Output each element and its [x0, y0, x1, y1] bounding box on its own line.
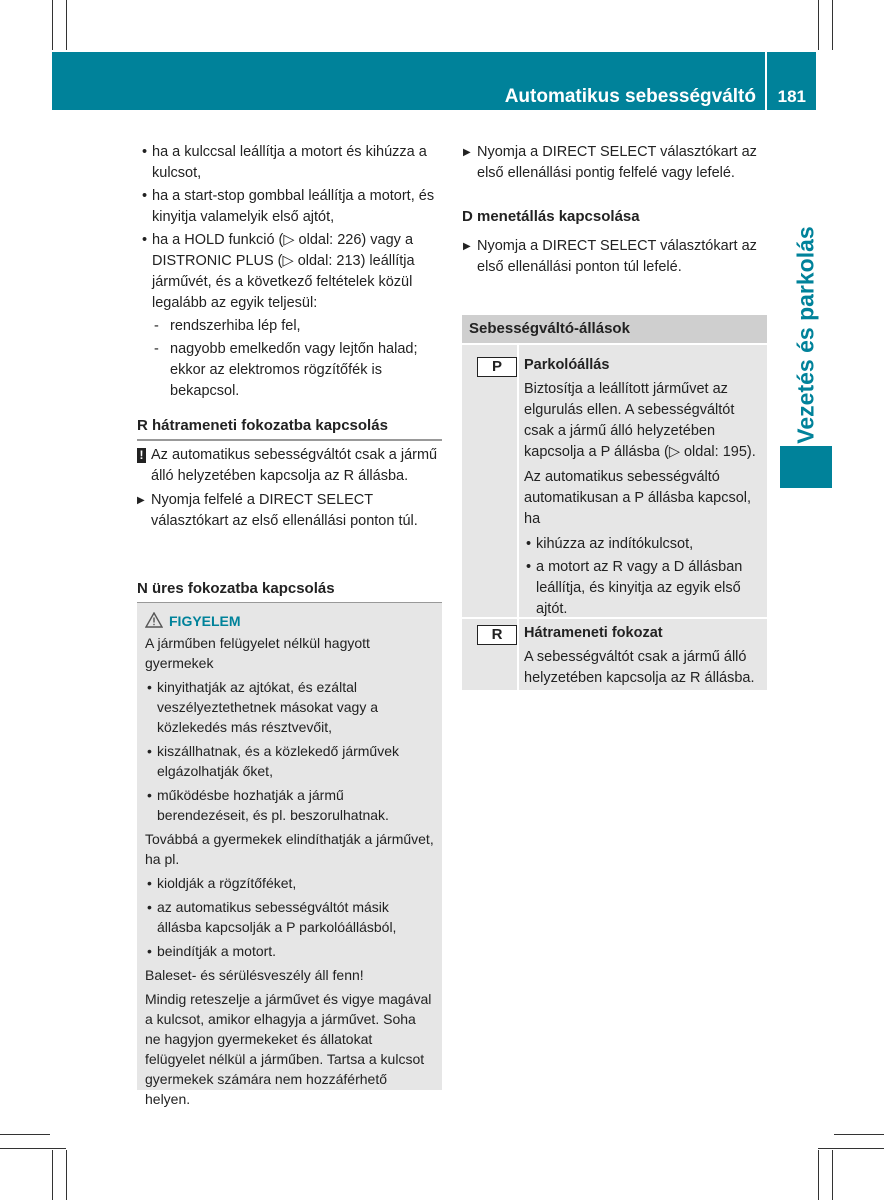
r-section — [137, 445, 442, 532]
warning-closing: Mindig reteszelje a járművet és vigye magával a kulcsot, amikor elhagyja a járművet. Soha ne hagyjon gyermekeket és állatokat felügyelet nélkül a járműben. Tartsa a kulcsot gyermekek számára nem hozzáférhető helyen. — [145, 991, 432, 1107]
warning-box — [137, 603, 442, 1107]
crop-mark — [0, 1148, 66, 1149]
table-row — [462, 619, 767, 690]
table-heading: Sebességváltó-állások — [462, 315, 767, 343]
gear-positions-table — [462, 315, 767, 690]
crop-mark — [818, 0, 819, 50]
section-heading-n: N üres fokozatba kapcsolás — [137, 578, 442, 604]
list-item: • ha a HOLD funkció (▷ oldal: 226) vagy a DISTRONIC PLUS (▷ oldal: 213) leállítja járművét, és a következő feltételek közül legalább az egyik teljesül: — [140, 230, 442, 314]
row-title: Parkolóállás — [524, 357, 610, 373]
crop-mark — [818, 1148, 884, 1149]
instruction-step: ▶ Nyomja a DIRECT SELECT választókart az első ellenállási pontig felfelé vagy lefelé. — [463, 142, 763, 184]
instruction-step: ▶ Nyomja a DIRECT SELECT választókart az első ellenállási ponton túl lefelé. — [463, 236, 763, 278]
list-item: • az automatikus sebességváltót másik állásba kapcsolják a P parkolóállásból, — [145, 897, 434, 937]
n-step-block — [463, 142, 763, 184]
warning-header — [145, 611, 434, 631]
page-number: 181 — [777, 87, 806, 106]
row-text: Biztosítja a leállított járművet az elgurulás ellen. A sebességváltót csak a jármű álló helyzetében kapcsolja a P állásba (▷ oldal: 195). — [524, 381, 756, 460]
left-column — [140, 142, 442, 402]
note-text: Az automatikus sebességváltót csak a jármű álló helyzetében kapcsolja az R állásba. — [151, 447, 438, 484]
crop-mark — [66, 0, 67, 50]
list-item: • működésbe hozhatják a jármű berendezéseit, és pl. beszorulhatnak. — [145, 785, 434, 825]
list-item: • kihúzza az indítókulcsot, — [524, 534, 762, 555]
warning-title: FIGYELEM — [169, 613, 241, 629]
sub-list-item: - nagyobb emelkedőn vagy lejtőn halad; ekkor az elektromos rögzítőfék is bekapcsol. — [140, 339, 442, 402]
list-item: • ha a start-stop gombbal leállítja a motort, és kinyitja valamelyik első ajtót, — [140, 186, 442, 228]
crop-mark — [0, 1134, 50, 1135]
crop-mark — [52, 0, 53, 50]
gear-r-symbol: R — [477, 625, 517, 645]
page-header — [52, 52, 816, 110]
row-content — [524, 623, 762, 689]
list-item: • ha a kulccsal leállítja a motort és kihúzza a kulcsot, — [140, 142, 442, 184]
list-item: • a motort az R vagy a D állásban leállítja, és kinyitja az egyik első ajtót. — [524, 557, 762, 620]
table-row — [462, 345, 767, 617]
row-content — [524, 355, 762, 620]
list-item: • kiszállhatnak, és a közlekedő járművek elgázolhatják őket, — [145, 741, 434, 781]
table-divider — [517, 619, 519, 690]
section-heading-d: D menetállás kapcsolása — [462, 208, 640, 225]
chapter-tab-label: Vezetés és parkolás — [792, 226, 819, 444]
d-step-block — [463, 236, 763, 278]
list-item: • kinyithatják az ajtókat, és ezáltal veszélyeztethetnek másokat vagy a közlekedés más résztvevőit, — [145, 677, 434, 737]
crop-mark — [52, 1150, 53, 1200]
crop-mark — [832, 1150, 833, 1200]
warning-triangle-icon — [145, 612, 163, 628]
instruction-step: ▶ Nyomja felfelé a DIRECT SELECT választókart az első ellenállási ponton túl. — [137, 490, 442, 532]
warning-intro: A járműben felügyelet nélkül hagyott gyermekek — [145, 635, 370, 671]
row-title: Hátrameneti fokozat — [524, 625, 663, 641]
row-text: Az automatikus sebességváltó automatikusan a P állásba kapcsol, ha — [524, 469, 752, 527]
warning-danger: Baleset- és sérülésveszély áll fenn! — [145, 967, 364, 983]
table-divider — [517, 345, 519, 617]
section-heading-r: R hátrameneti fokozatba kapcsolás — [137, 415, 442, 441]
row-text: A sebességváltót csak a jármű álló helyzetében kapcsolja az R állásba. — [524, 649, 755, 686]
warning-text: Továbbá a gyermekek elindíthatják a járművet, ha pl. — [145, 831, 434, 867]
header-divider — [765, 52, 767, 110]
list-item: • beindítják a motort. — [145, 941, 434, 961]
crop-mark — [834, 1134, 884, 1135]
crop-mark — [66, 1150, 67, 1200]
crop-mark — [818, 1150, 819, 1200]
page-title: Automatikus sebességváltó — [504, 86, 756, 107]
list-item: • kioldják a rögzítőféket, — [145, 873, 434, 893]
exclamation-icon: ! — [137, 448, 146, 463]
sub-list-item: - rendszerhiba lép fel, — [140, 316, 442, 337]
gear-p-symbol: P — [477, 357, 517, 377]
crop-mark — [832, 0, 833, 50]
chapter-tab-marker — [780, 446, 832, 488]
note — [137, 445, 442, 487]
